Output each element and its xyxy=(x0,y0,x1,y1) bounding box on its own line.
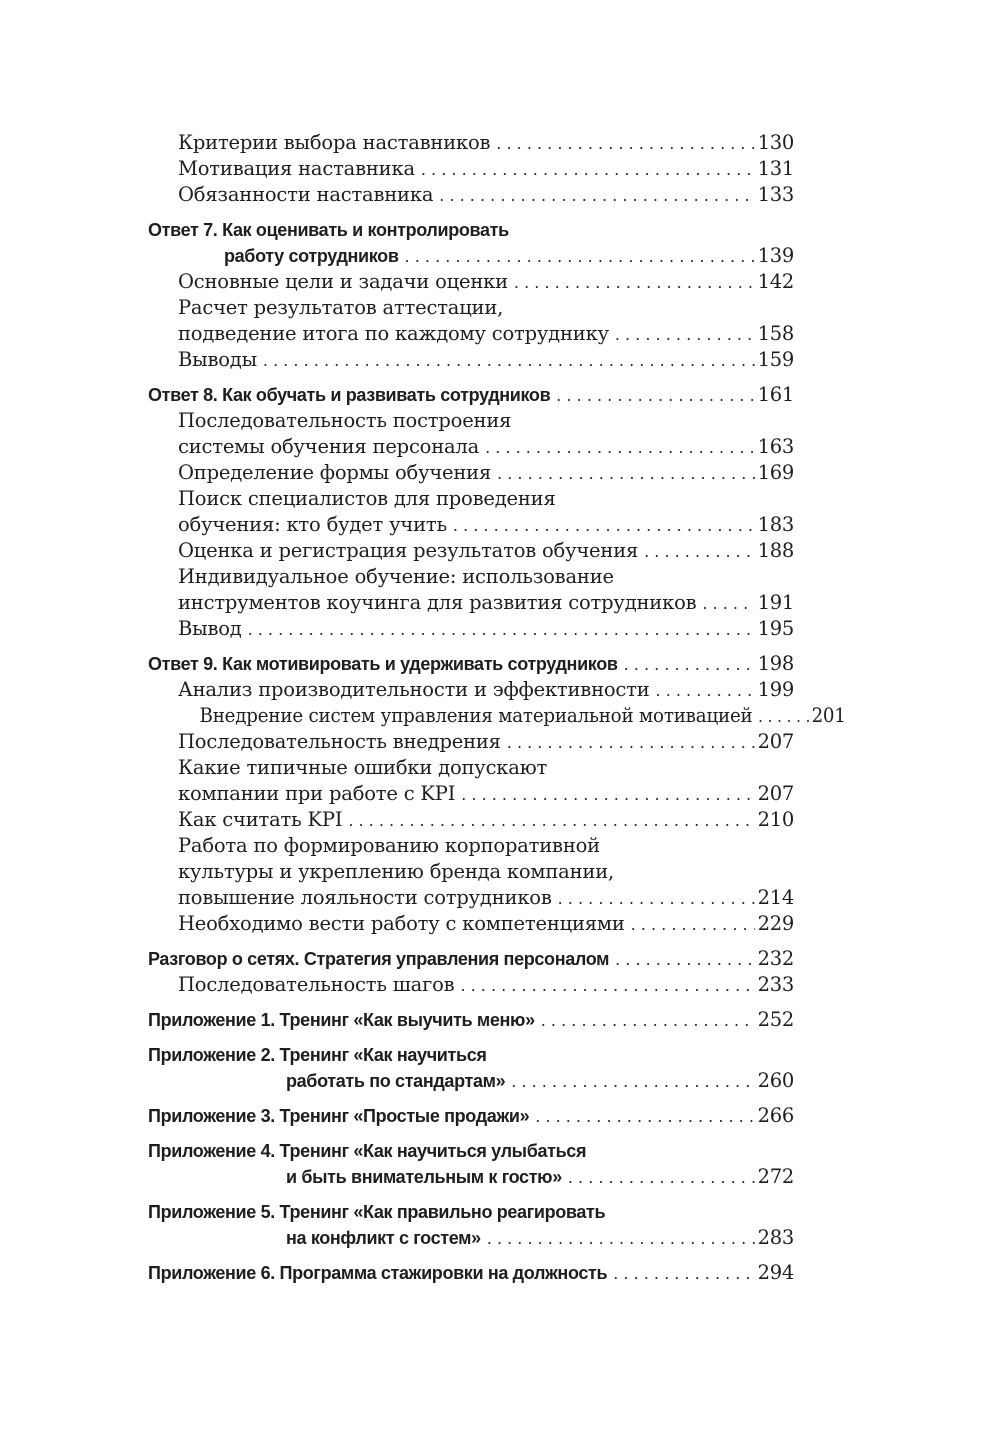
page-number: 183 xyxy=(757,513,794,536)
toc-section-entry xyxy=(148,807,794,833)
toc-line xyxy=(148,1199,794,1225)
toc-line xyxy=(148,130,794,156)
toc-line xyxy=(148,1225,794,1251)
toc-entry-title: Критерии выбора наставников xyxy=(178,131,491,154)
toc-entry-title: Оценка и регистрация результатов обучения xyxy=(178,539,639,562)
toc-section-entry xyxy=(148,408,794,460)
page-number: 188 xyxy=(757,539,794,562)
leader-dots xyxy=(507,730,755,756)
toc-chapter-entry xyxy=(148,1007,794,1033)
toc-section-entry xyxy=(148,538,794,564)
toc-line xyxy=(148,885,794,911)
page-number: 158 xyxy=(757,322,794,345)
toc-entry-title: Поиск специалистов для проведения xyxy=(178,487,556,510)
leader-dots xyxy=(615,947,755,973)
toc-line xyxy=(148,1164,794,1190)
toc-line xyxy=(148,156,794,182)
leader-dots xyxy=(535,1104,754,1130)
leader-dots xyxy=(568,1165,755,1191)
toc-entry-title: Расчет результатов аттестации, xyxy=(178,296,504,319)
toc-line xyxy=(148,382,794,408)
toc-section-entry xyxy=(148,156,794,182)
toc-line xyxy=(148,1007,794,1033)
toc-section-entry xyxy=(148,130,794,156)
leader-dots xyxy=(421,157,755,183)
page-number: 260 xyxy=(757,1069,794,1092)
leader-dots xyxy=(702,591,754,617)
page-number: 133 xyxy=(757,183,794,206)
page-number: 207 xyxy=(757,782,794,805)
toc-line xyxy=(148,911,794,937)
toc-section-entry xyxy=(148,703,846,729)
toc-entry-title: работу сотрудников xyxy=(224,246,399,266)
toc-entry-title: Приложение 6. Программа стажировки на должность xyxy=(148,1263,608,1283)
toc-entry-title: Обязанности наставника xyxy=(178,183,434,206)
toc-section-entry xyxy=(148,972,794,998)
page-number: 163 xyxy=(757,435,794,458)
page-number: 294 xyxy=(757,1261,794,1284)
leader-dots xyxy=(460,973,754,999)
page-number: 232 xyxy=(757,947,794,970)
page-number: 139 xyxy=(757,244,794,267)
leader-dots xyxy=(487,1226,755,1252)
toc-chapter-entry xyxy=(148,651,794,677)
leader-dots xyxy=(514,270,755,296)
toc-chapter-entry xyxy=(148,946,794,972)
toc-entry-title: Приложение 1. Тренинг «Как выучить меню» xyxy=(148,1010,535,1030)
toc-section-entry xyxy=(148,486,794,538)
leader-dots xyxy=(485,435,755,461)
page-number: 266 xyxy=(757,1104,794,1127)
leader-dots xyxy=(613,1261,754,1287)
toc-line xyxy=(148,946,794,972)
toc-chapter-entry xyxy=(148,1103,794,1129)
toc-line xyxy=(148,1260,794,1286)
page-number: 161 xyxy=(757,383,794,406)
toc-line xyxy=(148,295,794,321)
leader-dots xyxy=(496,131,754,157)
toc-entry-title: Приложение 2. Тренинг «Как научиться xyxy=(148,1045,487,1065)
toc-entry-title: Разговор о сетях. Стратегия управления персоналом xyxy=(148,949,610,969)
leader-dots xyxy=(439,183,754,209)
toc-line xyxy=(148,512,794,538)
toc-entry-title: Необходимо вести работу с компетенциями xyxy=(178,912,625,935)
toc-entry-title: Последовательность внедрения xyxy=(178,730,501,753)
toc-line xyxy=(148,677,794,703)
leader-dots xyxy=(541,1008,755,1034)
toc-entry-title: повышение лояльности сотрудников xyxy=(178,886,552,909)
page-number: 142 xyxy=(757,270,794,293)
toc-entry-title: Приложение 3. Тренинг «Простые продажи» xyxy=(148,1106,530,1126)
page-number: 195 xyxy=(757,617,794,640)
page-number: 272 xyxy=(757,1165,794,1188)
leader-dots xyxy=(405,244,755,270)
toc-line xyxy=(148,1103,794,1129)
toc-line xyxy=(148,182,794,208)
toc-entry-title: подведение итога по каждому сотруднику xyxy=(178,322,609,345)
toc-entry-title: компании при работе с KPI xyxy=(178,782,456,805)
toc-entry-title: Мотивация наставника xyxy=(178,157,415,180)
toc-section-entry xyxy=(148,347,794,373)
page-number: 169 xyxy=(757,461,794,484)
toc-entry-title: Ответ 8. Как обучать и развивать сотрудников xyxy=(148,385,551,405)
leader-dots xyxy=(631,912,755,938)
toc-entry-title: и быть внимательным к гостю» xyxy=(286,1167,562,1187)
page-number: 131 xyxy=(757,157,794,180)
toc-line xyxy=(148,217,794,243)
toc-chapter-entry xyxy=(148,217,794,269)
toc-entry-title: работать по стандартам» xyxy=(286,1071,506,1091)
page-number: 210 xyxy=(757,808,794,831)
toc-chapter-entry xyxy=(148,1199,794,1251)
toc-section-entry xyxy=(148,182,794,208)
toc-entry-title: Последовательность построения xyxy=(178,409,512,432)
toc-line xyxy=(148,807,794,833)
toc-entry-title: Анализ производительности и эффективности xyxy=(178,678,650,701)
toc-entry-title: Работа по формированию корпоративной xyxy=(178,834,600,857)
toc-section-entry xyxy=(148,833,794,911)
toc-entry-title: Выводы xyxy=(178,348,257,371)
leader-dots xyxy=(758,704,809,730)
toc-entry-title: Приложение 4. Тренинг «Как научиться улыбаться xyxy=(148,1141,587,1161)
toc-line xyxy=(171,703,845,729)
toc-chapter-entry xyxy=(148,1138,794,1190)
page-number: 233 xyxy=(757,973,794,996)
toc-line xyxy=(148,651,794,677)
toc-entry-title: Ответ 9. Как мотивировать и удерживать сотрудников xyxy=(148,654,618,674)
leader-dots xyxy=(656,678,755,704)
page-number: 283 xyxy=(757,1226,794,1249)
toc-section-entry xyxy=(148,729,794,755)
toc-line xyxy=(148,269,794,295)
toc-line xyxy=(148,408,794,434)
toc-line xyxy=(148,972,794,998)
leader-dots xyxy=(644,539,755,565)
leader-dots xyxy=(453,513,755,539)
toc-section-entry xyxy=(148,911,794,937)
page-number: 214 xyxy=(757,886,794,909)
toc-entry-title: системы обучения персонала xyxy=(178,435,480,458)
toc-line xyxy=(148,564,794,590)
toc-line xyxy=(148,590,794,616)
page-number: 159 xyxy=(757,348,794,371)
toc-line xyxy=(148,781,794,807)
toc-entry-title: Ответ 7. Как оценивать и контролировать xyxy=(148,220,509,240)
leader-dots xyxy=(348,808,754,834)
toc-line xyxy=(148,1068,794,1094)
toc-line xyxy=(148,1138,794,1164)
page-number: 199 xyxy=(757,678,794,701)
toc-section-entry xyxy=(148,295,794,347)
page-number: 252 xyxy=(757,1008,794,1031)
leader-dots xyxy=(511,1069,754,1095)
toc-line xyxy=(148,538,794,564)
toc-section-entry xyxy=(148,677,794,703)
toc-section-entry xyxy=(148,755,794,807)
toc-section-entry xyxy=(148,460,794,486)
toc-entry-title: Определение формы обучения xyxy=(178,461,492,484)
toc-entry-title: Приложение 5. Тренинг «Как правильно реагировать xyxy=(148,1202,606,1222)
toc-entry-title: Какие типичные ошибки допускают xyxy=(178,756,548,779)
toc-entry-title: Индивидуальное обучение: использование xyxy=(178,565,614,588)
toc-entry-title: культуры и укреплению бренда компании, xyxy=(178,860,614,883)
table-of-contents xyxy=(148,130,846,1286)
leader-dots xyxy=(615,322,755,348)
leader-dots xyxy=(263,348,755,374)
toc-line xyxy=(148,486,794,512)
leader-dots xyxy=(558,886,755,912)
page-number: 201 xyxy=(811,704,846,727)
page-number: 198 xyxy=(757,652,794,675)
toc-line xyxy=(148,347,794,373)
toc-line xyxy=(148,243,794,269)
toc-line xyxy=(148,434,794,460)
toc-chapter-entry xyxy=(148,382,794,408)
leader-dots xyxy=(624,652,755,678)
toc-section-entry xyxy=(148,616,794,642)
toc-line xyxy=(148,321,794,347)
leader-dots xyxy=(556,383,754,409)
toc-chapter-entry xyxy=(148,1042,794,1094)
toc-line xyxy=(148,755,794,781)
toc-chapter-entry xyxy=(148,1260,794,1286)
page-number: 130 xyxy=(757,131,794,154)
leader-dots xyxy=(497,461,755,487)
toc-line xyxy=(148,859,794,885)
toc-line xyxy=(148,1042,794,1068)
leader-dots xyxy=(461,782,754,808)
toc-line xyxy=(148,729,794,755)
toc-line xyxy=(148,460,794,486)
toc-line xyxy=(148,616,794,642)
toc-entry-title: Последовательность шагов xyxy=(178,973,455,996)
toc-entry-title: Внедрение систем управления материальной мотивацией xyxy=(199,704,753,727)
toc-entry-title: обучения: кто будет учить xyxy=(178,513,447,536)
toc-entry-title: Как считать KPI xyxy=(178,808,343,831)
toc-entry-title: Вывод xyxy=(178,617,242,640)
toc-entry-title: на конфликт с гостем» xyxy=(286,1228,481,1248)
toc-entry-title: инструментов коучинга для развития сотрудников xyxy=(178,591,697,614)
page-number: 229 xyxy=(757,912,794,935)
toc-section-entry xyxy=(148,564,794,616)
page-number: 191 xyxy=(757,591,794,614)
toc-entry-title: Основные цели и задачи оценки xyxy=(178,270,508,293)
leader-dots xyxy=(248,617,755,643)
toc-line xyxy=(148,833,794,859)
toc-section-entry xyxy=(148,269,794,295)
page-number: 207 xyxy=(757,730,794,753)
